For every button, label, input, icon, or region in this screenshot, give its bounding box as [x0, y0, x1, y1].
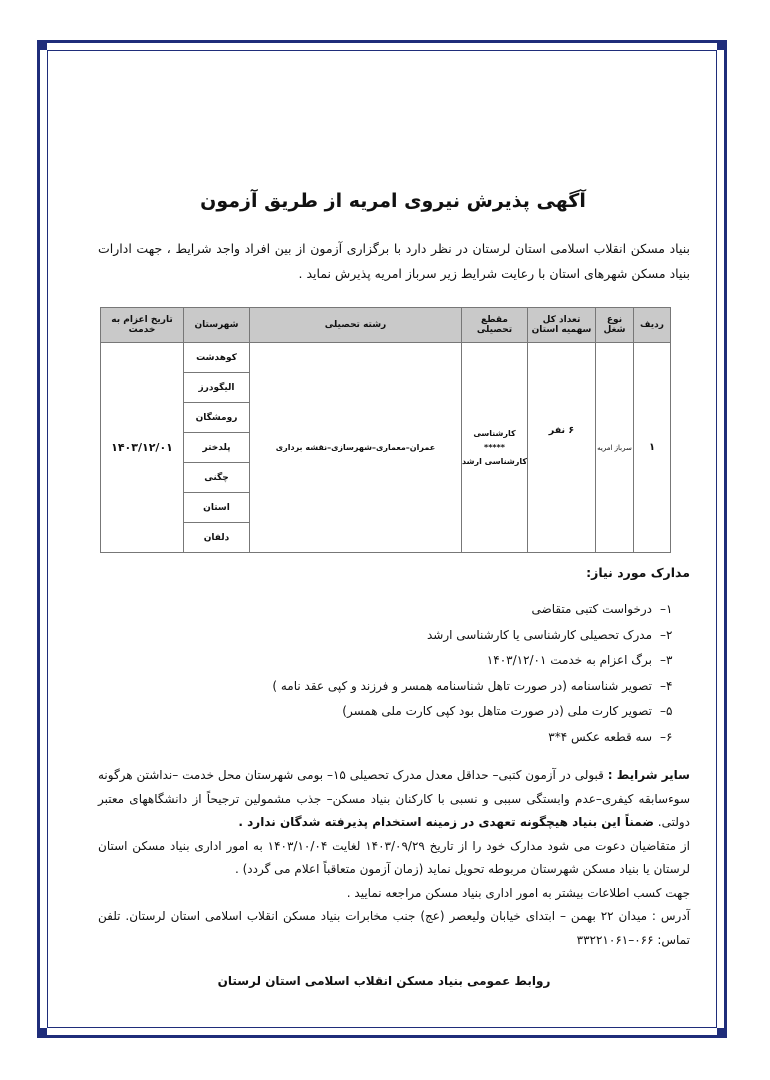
city-cell: پلدختر: [184, 433, 250, 463]
item-text: مدرک تحصیلی کارشناسی یا کارشناسی ارشد: [426, 627, 652, 642]
city-cell: استان: [184, 493, 250, 523]
degree-master: کارشناسی ارشد: [462, 456, 527, 466]
item-number: ۴: [666, 678, 673, 693]
city-cell: الیگودرز: [184, 373, 250, 403]
list-item: ۵–تصویر کارت ملی (در صورت متاهل بود کپی کارت ملی همسر): [98, 699, 688, 725]
no-employment-note: ضمناً این بنیاد هیچگونه تعهدی در زمینه استخدام پذیرفته شدگان ندارد .: [238, 815, 654, 829]
footer-signature: روابط عمومی بنیاد مسکن انقلاب اسلامی استان لرستان: [217, 974, 551, 988]
header-job-type: نوع شغل: [596, 308, 634, 343]
address-paragraph: آدرس : میدان ۲۲ بهمن – ابتدای خیابان ولیعصر (عج) جنب مخابرات بنیاد مسکن انقلاب اسلامی استان لرستان. تلفن تماس: ۰۶۶–۳۳۲۲۱۰۶۱: [98, 909, 690, 947]
header-degree: مقطع تحصیلی: [462, 308, 528, 343]
item-number: ۳: [666, 653, 673, 667]
invite-paragraph: از متقاضیان دعوت می شود مدارک خود را از تاریخ ۱۴۰۳/۰۹/۲۹ لغایت ۱۴۰۳/۱۰/۰۴ به امور اداری بنیاد مسکن استان لرستان یا بنیاد مسکن شهرستان مربوطه تحویل نماید (زمان آزمون متعاقباً اعلام می گردد) .: [98, 838, 691, 876]
conditions-text: قبولی در آزمون کتبی– حداقل معدل مدرک تحصیلی ۱۵– بومی شهرستان محل خدمت –نداشتن هرگونه سوءسابقه کیفری–عدم وابستگی سببی و نسبی با کارکنان بنیاد مسکن– جذب مشمولین ترجیحاً از دانشگاههای معتبر دولتی.: [98, 768, 690, 829]
quota-count: ۶ نفر: [528, 343, 596, 553]
list-item: ۳–برگ اعزام به خدمت ۱۴۰۳/۱۲/۰۱: [98, 648, 688, 674]
conditions-paragraph: [98, 764, 690, 835]
degree-bachelor: کارشناسی: [473, 428, 516, 438]
city-cell: دلفان: [184, 523, 250, 553]
item-text: سه قطعه عکس ۴*۳: [548, 729, 652, 744]
list-item: ۱–درخواست کتبی متقاضی: [98, 597, 688, 623]
city-cell: رومشگان: [184, 403, 250, 433]
header-field: رشته تحصیلی: [250, 308, 462, 343]
item-number: ۲: [666, 627, 673, 642]
intro-paragraph: بنیاد مسکن انقلاب اسلامی استان لرستان در نظر دارد با برگزاری آزمون از بین افراد واجد شرایط ، جهت ادارات بنیاد مسکن شهرهای استان با رعایت شرایط زیر سرباز امریه پذیرش نماید .: [98, 241, 690, 281]
degree-separator: *****: [484, 442, 505, 452]
table-header-row: [101, 308, 671, 343]
page-title: آگهی پذیرش نیروی امریه از طریق آزمون: [200, 190, 586, 212]
header-row-number: ردیف: [634, 308, 671, 343]
border-corner: [37, 1028, 47, 1038]
row-number: ۱: [634, 343, 671, 553]
field-of-study: عمران–معماری–شهرسازی–نقشه برداری: [250, 343, 462, 553]
item-text: برگ اعزام به خدمت ۱۴۰۳/۱۲/۰۱: [486, 653, 652, 667]
dispatch-date: ۱۴۰۳/۱۲/۰۱: [101, 343, 184, 553]
required-docs-list: [98, 597, 688, 750]
conditions-label: سایر شرایط :: [607, 768, 690, 782]
header-dispatch-date: تاریخ اعزام به خدمت: [101, 308, 184, 343]
item-text: درخواست کتبی متقاضی: [531, 602, 652, 616]
item-number: ۱: [666, 602, 673, 616]
item-text: تصویر شناسنامه (در صورت تاهل شناسنامه همسر و فرزند و کپی عقد نامه ): [272, 678, 652, 693]
border-corner: [717, 1028, 727, 1038]
list-item: ۶–سه قطعه عکس ۴*۳: [98, 725, 688, 751]
list-item: ۴–تصویر شناسنامه (در صورت تاهل شناسنامه همسر و فرزند و کپی عقد نامه ): [98, 674, 688, 700]
border-corner: [717, 40, 727, 50]
job-type: سرباز امریه: [596, 343, 634, 553]
item-text: تصویر کارت ملی (در صورت متاهل بود کپی کارت ملی همسر): [342, 704, 652, 718]
city-cell: کوهدشت: [184, 343, 250, 373]
item-number: ۵: [666, 704, 673, 718]
other-conditions: [98, 764, 690, 952]
list-item: ۲–مدرک تحصیلی کارشناسی یا کارشناسی ارشد: [98, 623, 688, 649]
positions-table: [100, 307, 671, 553]
item-number: ۶: [666, 729, 673, 744]
border-corner: [37, 40, 47, 50]
required-docs-title: مدارک مورد نیاز:: [586, 565, 690, 580]
degree-cell: [462, 343, 528, 553]
info-paragraph: جهت کسب اطلاعات بیشتر به امور اداری بنیاد مسکن مراجعه نمایید .: [346, 885, 690, 900]
header-city: شهرستان: [184, 308, 250, 343]
city-cell: چگنی: [184, 463, 250, 493]
table-row: [101, 343, 671, 373]
header-quota: تعداد کل سهمیه استان: [528, 308, 596, 343]
